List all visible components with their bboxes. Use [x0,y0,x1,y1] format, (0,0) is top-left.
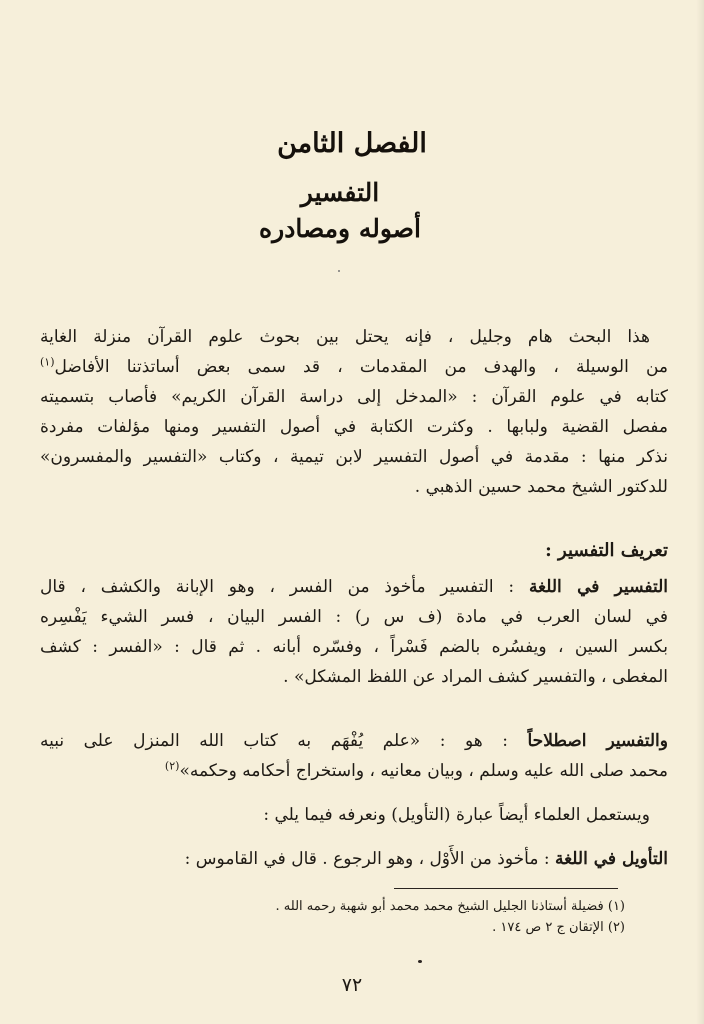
section-subtitle: أصوله ومصادره [259,214,421,243]
footnote-ref: (٢) [164,759,180,773]
footnote-2: (٢) الإتقان ج ٢ ص ١٧٤ . [492,920,625,935]
term-label: التفسير في اللغة [528,577,668,597]
text-line: في لسان العرب في مادة (ف س ر) : الفسر البيان ، فسر الشيء يَفْسِره [40,607,668,627]
text-line: التفسير في اللغة : التفسير مأخوذ من الفسر ، وهو الإبانة والكشف ، قال [40,577,668,597]
footnote-divider [394,888,618,889]
paper-speck [338,270,340,272]
text-line: من الوسيلة ، والهدف من المقدمات ، قد سمى بعض أساتذتنا الأفاضل$^{(١)}$ [40,355,668,377]
footnote-1: (١) فضيلة أستاذنا الجليل الشيخ محمد محمد أبو شهبة رحمه الله . [275,899,625,914]
text-line: المغطى ، والتفسير كشف المراد عن اللفظ المشكل» . [283,667,668,687]
term-label: التأويل في اللغة [554,849,668,869]
footnote-ref: (١) [40,355,55,369]
text-line: كتابه في علوم القرآن : «المدخل إلى دراسة القرآن الكريم» فأصاب بتسميته [40,387,668,407]
text-line: للدكتور الشيخ محمد حسين الذهبي . [414,477,668,497]
text-line: ويستعمل العلماء أيضاً عبارة (التأويل) ونعرفه فيما يلي : [263,805,650,825]
chapter-title: الفصل الثامن [277,128,427,159]
section-heading: تعريف التفسير : [545,540,668,561]
text-line: والتفسير اصطلاحاً : هو : «علم يُفْهَم به كتاب الله المنزل على نبيه [40,731,668,751]
term-label: والتفسير اصطلاحاً [527,731,668,751]
section-title: التفسير [300,178,380,207]
text-line: محمد صلى الله عليه وسلم ، وبيان معانيه ، واستخراج أحكامه وحكمه»$^{(٢)}$ [164,759,668,781]
page-number: ٧٢ [341,974,363,996]
text-line: نذكر منها : مقدمة في أصول التفسير لابن تيمية ، وكتاب «التفسير والمفسرون» [40,447,668,467]
text-line: مفصل القضية ولبابها . وكثرت الكتابة في أصول التفسير ومنها مؤلفات مفردة [40,417,668,437]
text-line: التأويل في اللغة : مأخوذ من الأَوْل ، وهو الرجوع . قال في القاموس : [184,849,668,869]
ink-speck [418,960,422,963]
text-line: بكسر السين ، ويفسُره بالضم فَسْراً ، وفسّره أبانه . ثم قال : «الفسر : كشف [40,637,668,657]
text-line: هذا البحث هام وجليل ، فإنه يحتل بين بحوث علوم القرآن منزلة الغاية [40,327,650,347]
